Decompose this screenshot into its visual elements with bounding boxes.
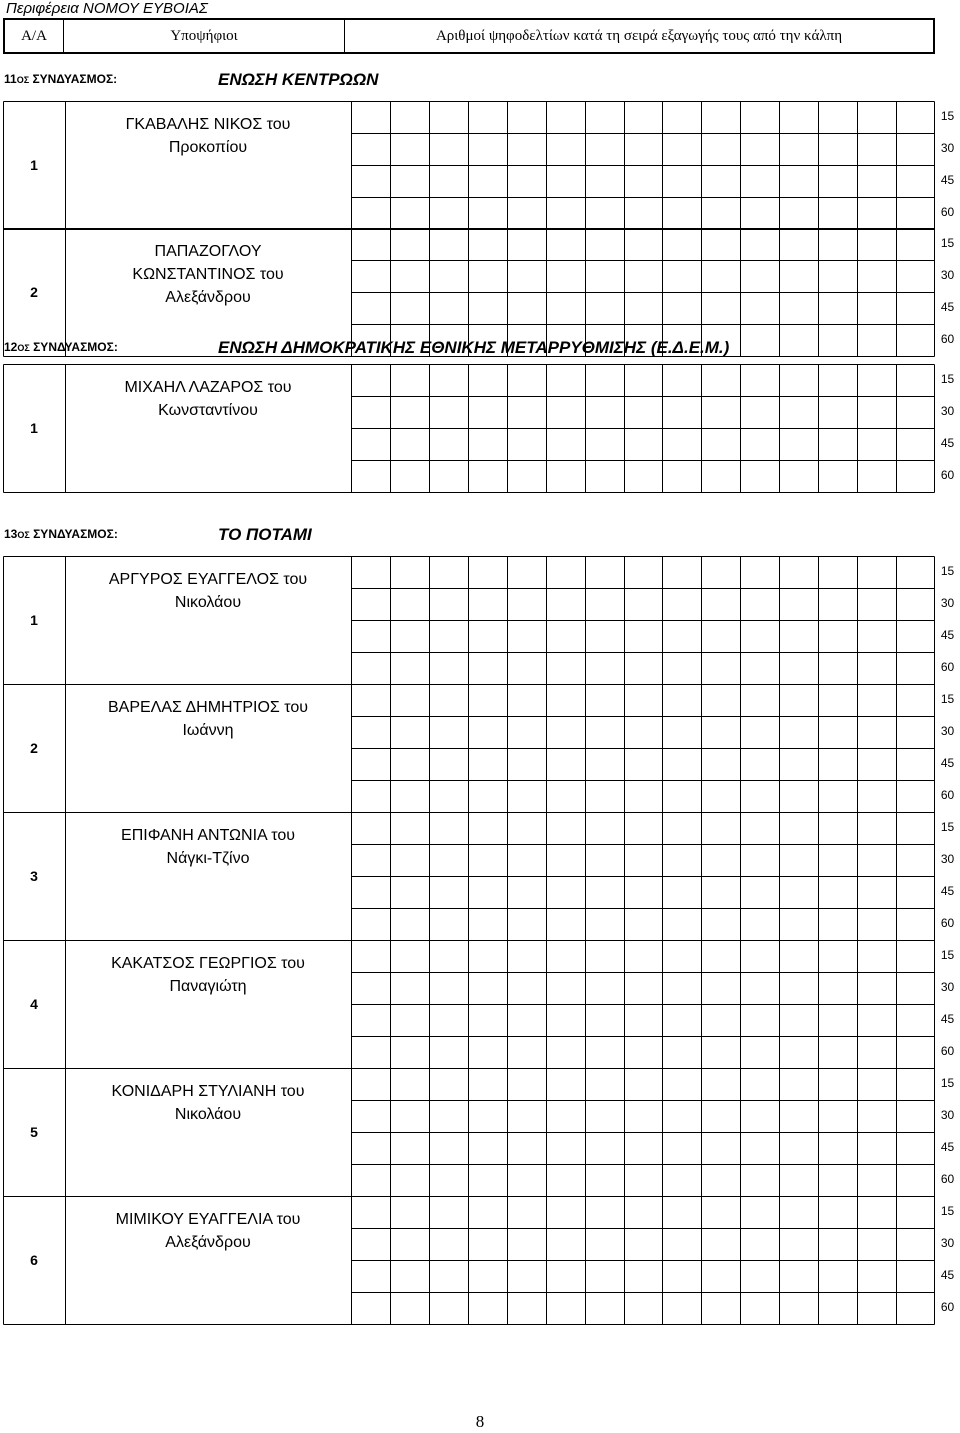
tally-mark: 30	[940, 141, 955, 155]
tally-mark: 30	[940, 596, 955, 610]
coalition-label	[4, 72, 117, 86]
candidate-row	[3, 684, 935, 812]
tally-mark: 30	[940, 724, 955, 738]
coalition-label-text: ΣΥΝΔΥΑΣΜΟΣ:	[32, 72, 118, 86]
tally-mark: 60	[940, 788, 955, 802]
tally-mark: 15	[940, 692, 955, 706]
tally-mark: 45	[940, 628, 955, 642]
candidate-name-line: ΚΩΝΣΤΑΝΤΙΝΟΣ του	[132, 266, 284, 283]
tally-marks	[935, 1196, 960, 1324]
candidate-name	[65, 696, 351, 742]
candidate-name-line: ΕΠΙΦΑΝΗ ΑΝΤΩΝΙΑ του	[121, 827, 295, 844]
tally-mark: 15	[940, 109, 955, 123]
candidate-row	[3, 228, 935, 356]
candidate-number: 2	[30, 740, 38, 756]
candidate-name	[65, 568, 351, 614]
candidate-row	[3, 812, 935, 940]
coalition-header	[0, 70, 960, 94]
tally-mark: 15	[940, 1076, 955, 1090]
tally-mark: 60	[940, 468, 955, 482]
tally-mark: 15	[940, 820, 955, 834]
tally-mark: 15	[940, 236, 955, 250]
candidate-name-line: Ιωάννη	[182, 722, 234, 739]
tally-mark: 45	[940, 173, 955, 187]
tally-mark: 60	[940, 205, 955, 219]
candidate-name	[65, 1080, 351, 1126]
tally-marks	[935, 940, 960, 1068]
tally-mark: 60	[940, 1300, 955, 1314]
tally-marks	[935, 228, 960, 356]
coalition-ordinal: 11	[4, 72, 17, 86]
tally-marks	[935, 1068, 960, 1196]
candidate-row	[3, 364, 935, 492]
tally-mark: 60	[940, 660, 955, 674]
tally-mark: 30	[940, 268, 955, 282]
candidate-name-line: ΠΑΠΑΖΟΓΛΟΥ	[154, 243, 262, 260]
tally-mark: 45	[940, 756, 955, 770]
candidate-number: 1	[30, 157, 38, 173]
tally-mark: 15	[940, 1204, 955, 1218]
tally-marks	[935, 812, 960, 940]
coalition-header	[0, 338, 960, 362]
candidate-number: 5	[30, 1124, 38, 1140]
header-counts: Αριθμοί ψηφοδελτίων κατά τη σειρά εξαγωγής τους από την κάλπη	[435, 27, 843, 44]
tally-mark: 30	[940, 404, 955, 418]
coalition-label-text: ΣΥΝΔΥΑΣΜΟΣ:	[33, 527, 118, 541]
table-header	[3, 18, 935, 54]
candidate-row	[3, 101, 935, 229]
coalition-header	[0, 525, 960, 549]
candidate-name-line: ΚΑΚΑΤΣΟΣ ΓΕΩΡΓΙΟΣ του	[111, 955, 305, 972]
coalition-name: ΤΟ ΠΟΤΑΜΙ	[218, 525, 312, 544]
candidate-number: 1	[30, 612, 38, 628]
candidate-row	[3, 1196, 935, 1324]
tally-marks	[935, 556, 960, 684]
candidate-name-line: Προκοπίου	[168, 139, 248, 156]
tally-mark: 30	[940, 980, 955, 994]
region-title: Περιφέρεια ΝΟΜΟΥ ΕΥΒΟΙΑΣ	[6, 0, 208, 17]
coalition-ordinal-suffix: ΟΣ	[17, 343, 30, 353]
coalition-name: ΕΝΩΣΗ ΚΕΝΤΡΩΩΝ	[218, 70, 379, 89]
coalition-ordinal-suffix: ΟΣ	[17, 530, 30, 540]
tally-marks	[935, 101, 960, 229]
tally-mark: 45	[940, 1140, 955, 1154]
coalition-ordinal-suffix: ΟΣ	[16, 75, 30, 85]
candidate-name	[65, 113, 351, 159]
coalition-label	[4, 340, 118, 354]
coalition-name: ΕΝΩΣΗ ΔΗΜΟΚΡΑΤΙΚΗΣ ΕΘΝΙΚΗΣ ΜΕΤΑΡΡΥΘΜΙΣΗΣ (Ε.Δ.Ε.Μ.)	[218, 338, 730, 357]
tally-mark: 15	[940, 372, 955, 386]
candidate-name-line: ΓΚΑΒΑΛΗΣ ΝΙΚΟΣ του	[125, 116, 291, 133]
tally-marks	[935, 364, 960, 492]
candidate-name-line: Κωνσταντίνου	[158, 402, 258, 419]
tally-marks	[935, 684, 960, 812]
candidate-name-line: ΑΡΓΥΡΟΣ ΕΥΑΓΓΕΛΟΣ του	[108, 571, 308, 588]
candidate-name-line: Παναγιώτη	[169, 978, 247, 995]
candidate-name-line: Αλεξάνδρου	[165, 289, 251, 306]
tally-mark: 30	[940, 852, 955, 866]
candidate-name-line: ΒΑΡΕΛΑΣ ΔΗΜΗΤΡΙΟΣ του	[107, 699, 309, 716]
candidate-number: 6	[30, 1252, 38, 1268]
candidate-row	[3, 1068, 935, 1196]
candidate-name-line: ΜΙΜΙΚΟΥ ΕΥΑΓΓΕΛΙΑ του	[115, 1211, 301, 1228]
coalition-label	[4, 527, 118, 541]
tally-mark: 15	[940, 564, 955, 578]
tally-mark: 45	[940, 1012, 955, 1026]
candidate-name-line: Νικολάου	[174, 1106, 242, 1123]
candidate-name-line: ΚΟΝΙΔΑΡΗ ΣΤΥΛΙΑΝΗ του	[111, 1083, 305, 1100]
tally-mark: 45	[940, 1268, 955, 1282]
candidate-name	[65, 240, 351, 309]
header-index: Α/Α	[21, 27, 47, 44]
candidate-number: 3	[30, 868, 38, 884]
coalition-label-text: ΣΥΝΔΥΑΣΜΟΣ:	[33, 340, 118, 354]
coalition-ordinal: 12	[4, 340, 18, 354]
candidate-name	[65, 1208, 351, 1254]
tally-mark: 30	[940, 1108, 955, 1122]
candidate-number: 4	[30, 996, 38, 1012]
candidate-name-line: Αλεξάνδρου	[165, 1234, 251, 1251]
candidate-name	[65, 824, 351, 870]
candidate-name-line: Νικολάου	[174, 594, 242, 611]
tally-mark: 30	[940, 1236, 955, 1250]
tally-mark: 60	[940, 1172, 955, 1186]
tally-mark: 60	[940, 916, 955, 930]
candidate-name-line: Νάγκι-Τζίνο	[166, 850, 250, 867]
tally-mark: 15	[940, 948, 955, 962]
tally-mark: 45	[940, 300, 955, 314]
coalition-ordinal: 13	[4, 527, 18, 541]
candidate-row	[3, 940, 935, 1068]
candidate-name	[65, 952, 351, 998]
tally-mark: 60	[940, 332, 955, 346]
candidate-number: 1	[30, 420, 38, 436]
candidate-name	[65, 376, 351, 422]
tally-mark: 60	[940, 1044, 955, 1058]
candidate-row	[3, 556, 935, 684]
tally-mark: 45	[940, 884, 955, 898]
tally-mark: 45	[940, 436, 955, 450]
header-candidates: Υποψήφιοι	[170, 27, 238, 44]
candidate-name-line: ΜΙΧΑΗΛ ΛΑΖΑΡΟΣ του	[124, 379, 292, 396]
page-number: 8	[475, 1412, 485, 1431]
candidate-number: 2	[30, 284, 38, 300]
